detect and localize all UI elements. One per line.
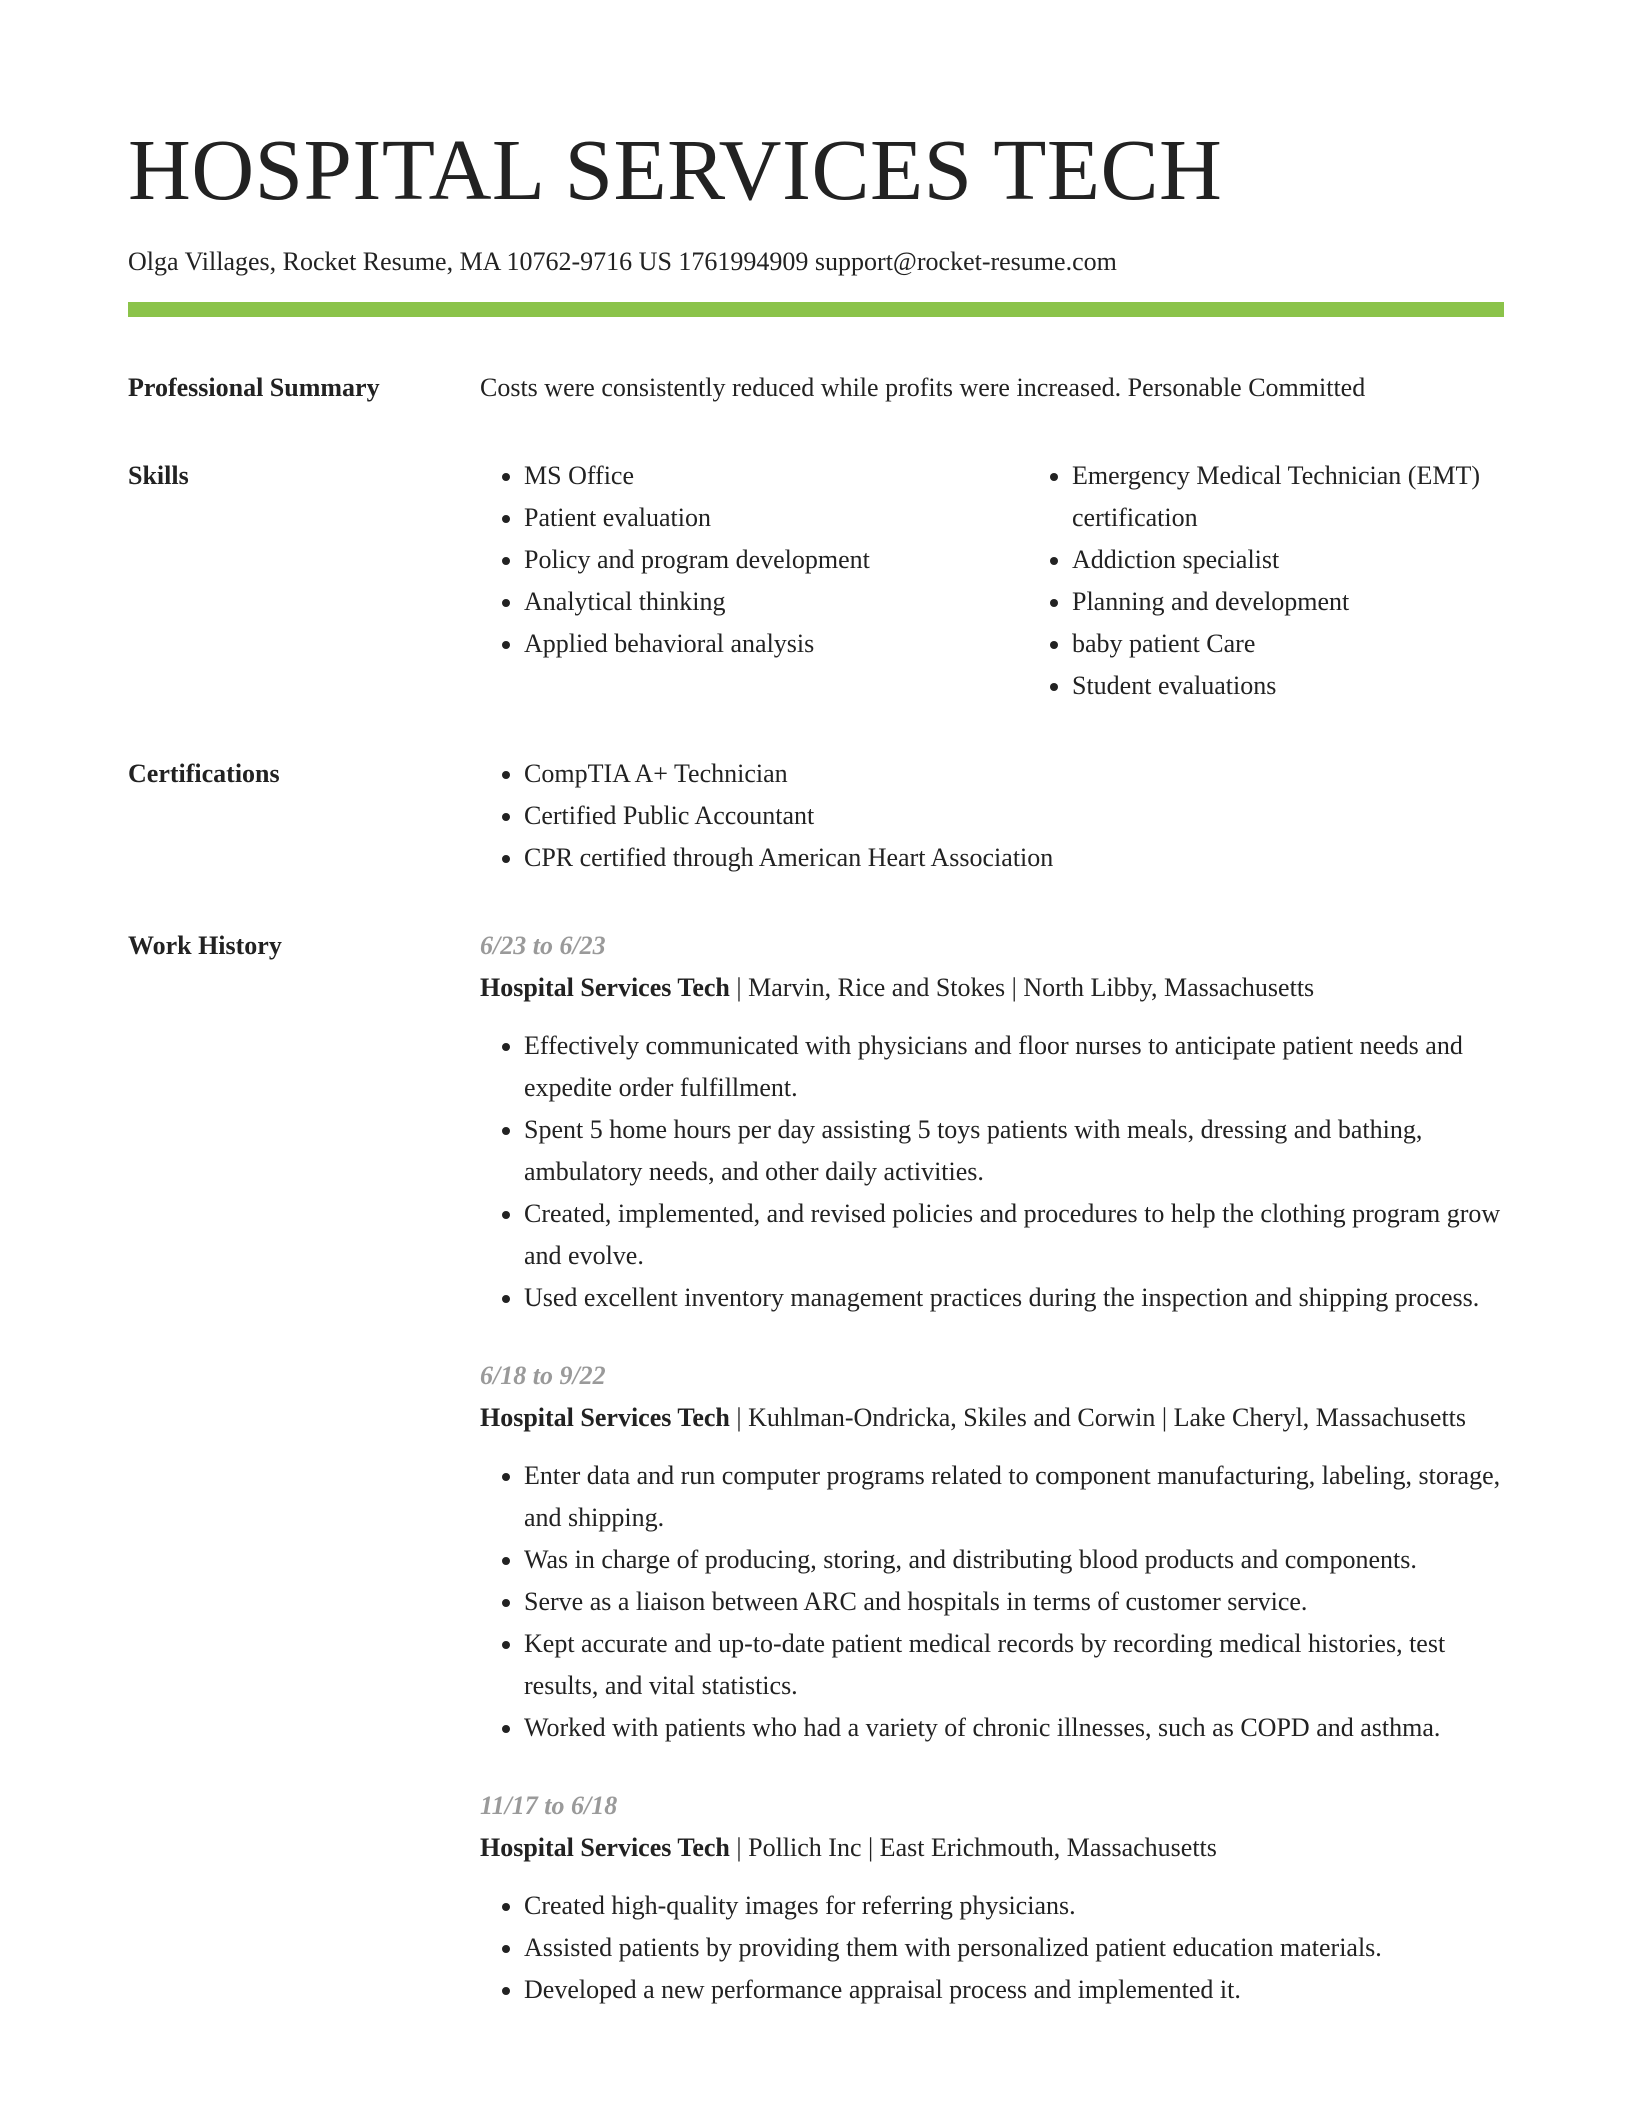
- skill-item: • baby patient Care: [1072, 623, 1548, 665]
- work-history-list: [480, 925, 1504, 2011]
- job-bullet: • Enter data and run computer programs related to component manufacturing, labeling, storage, and shipping.: [524, 1455, 1504, 1539]
- skills-heading: Skills: [128, 461, 189, 490]
- job-bullet: • Was in charge of producing, storing, and distributing blood products and components.: [524, 1539, 1504, 1581]
- skill-item: • Policy and program development: [524, 539, 1028, 581]
- job-bullet: • Used excellent inventory management practices during the inspection and shipping process.: [524, 1277, 1504, 1319]
- job-bullet: • Created, implemented, and revised policies and procedures to help the clothing program grow and evolve.: [524, 1193, 1504, 1277]
- certifications-list: [480, 753, 1504, 879]
- skills-list: [480, 455, 1504, 707]
- skill-item: • Analytical thinking: [524, 581, 1028, 623]
- job-bullets: [480, 1885, 1504, 2011]
- job-employer-location: | Pollich Inc | East Erichmouth, Massachusetts: [729, 1833, 1217, 1862]
- job-title: Hospital Services Tech: [480, 973, 730, 1002]
- job-bullet: • Spent 5 home hours per day assisting 5 toys patients with meals, dressing and bathing, ambulatory needs, and other daily activities.: [524, 1109, 1504, 1193]
- skill-item: • Planning and development: [1072, 581, 1548, 623]
- job-bullet: • Serve as a liaison between ARC and hospitals in terms of customer service.: [524, 1581, 1504, 1623]
- skill-item: • Addiction specialist: [1072, 539, 1548, 581]
- skill-item: • Student evaluations: [1072, 665, 1548, 707]
- skill-item: • MS Office: [524, 455, 1028, 497]
- contact-email: support@rocket-resume.com: [814, 247, 1117, 276]
- job-title: Hospital Services Tech: [480, 1833, 730, 1862]
- job-bullet: • Kept accurate and up-to-date patient medical records by recording medical histories, test results, and vital statistics.: [524, 1623, 1504, 1707]
- job-header: [480, 967, 1504, 1009]
- skills-column-2: [1028, 455, 1548, 707]
- job-dates: 11/17 to 6/18: [480, 1791, 618, 1820]
- summary-text: Costs were consistently reduced while profits were increased. Personable Committed: [480, 373, 1366, 402]
- work-history-section: [128, 925, 1504, 2011]
- job-dates: 6/23 to 6/23: [480, 931, 606, 960]
- certification-item: • Certified Public Accountant: [524, 795, 1504, 837]
- certifications-section: [128, 753, 1504, 879]
- certifications-heading: Certifications: [128, 759, 280, 788]
- contact-address: Olga Villages, Rocket Resume, MA 10762-9716 US: [128, 247, 672, 276]
- job-bullet: • Created high-quality images for referring physicians.: [524, 1885, 1504, 1927]
- job-bullet: • Effectively communicated with physicians and floor nurses to anticipate patient needs and expedite order fulfillment.: [524, 1025, 1504, 1109]
- contact-line: [128, 246, 1504, 278]
- candidate-name: HOSPITAL SERVICES TECH: [128, 121, 1223, 218]
- header-divider: [128, 302, 1504, 317]
- job-header: [480, 1827, 1504, 1869]
- certification-item: • CPR certified through American Heart Association: [524, 837, 1504, 879]
- certification-bullets: [480, 753, 1504, 879]
- skill-item: • Emergency Medical Technician (EMT) certification: [1072, 455, 1548, 539]
- job-entry: [480, 1355, 1504, 1749]
- job-header: [480, 1397, 1504, 1439]
- job-bullet: • Worked with patients who had a variety of chronic illnesses, such as COPD and asthma.: [524, 1707, 1504, 1749]
- skill-item: • Applied behavioral analysis: [524, 623, 1028, 665]
- summary-heading: Professional Summary: [128, 373, 380, 402]
- skills-section: [128, 455, 1504, 707]
- work-history-heading: Work History: [128, 931, 282, 960]
- job-bullets: [480, 1455, 1504, 1749]
- job-bullet: • Assisted patients by providing them with personalized patient education materials.: [524, 1927, 1504, 1969]
- job-employer-location: | Kuhlman-Ondricka, Skiles and Corwin | Lake Cheryl, Massachusetts: [729, 1403, 1467, 1432]
- skill-item: • Patient evaluation: [524, 497, 1028, 539]
- skills-column-1: [480, 455, 1028, 707]
- job-employer-location: | Marvin, Rice and Stokes | North Libby, Massachusetts: [729, 973, 1315, 1002]
- job-bullets: [480, 1025, 1504, 1319]
- job-entry: [480, 925, 1504, 1319]
- certification-item: • CompTIA A+ Technician: [524, 753, 1504, 795]
- contact-phone: 1761994909: [678, 247, 809, 276]
- job-bullet: • Developed a new performance appraisal process and implemented it.: [524, 1969, 1504, 2011]
- job-dates: 6/18 to 9/22: [480, 1361, 606, 1390]
- job-title: Hospital Services Tech: [480, 1403, 730, 1432]
- resume-page: [128, 0, 1504, 2011]
- job-entry: [480, 1785, 1504, 2011]
- summary-section: [128, 367, 1504, 409]
